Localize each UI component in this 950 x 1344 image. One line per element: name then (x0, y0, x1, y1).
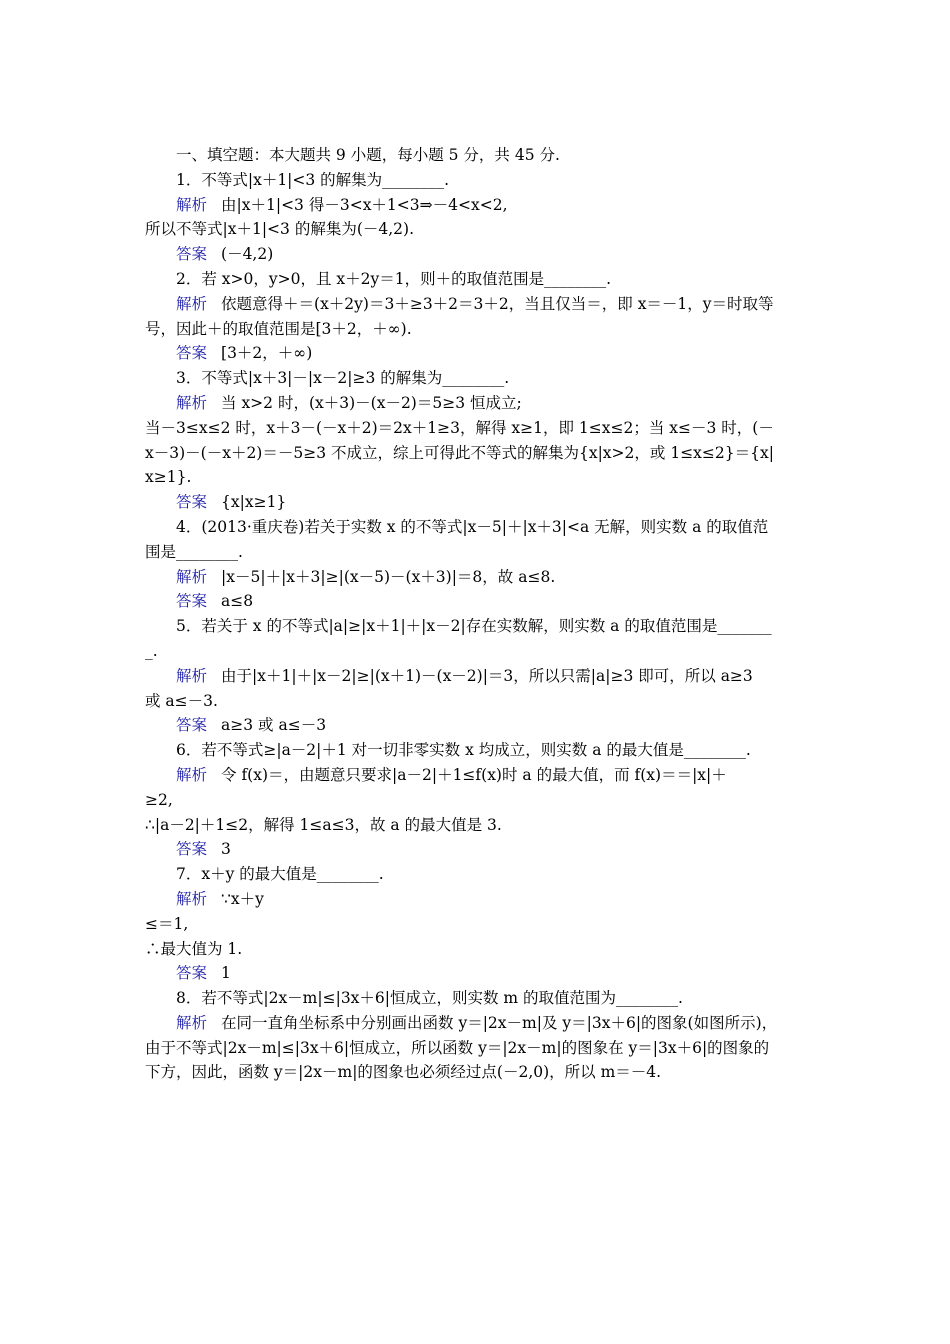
solution-label: 解析 (176, 1013, 208, 1032)
question-8: 8．若不等式|2x－m|≤|3x＋6|恒成立，则实数 m 的取值范围为________. (176, 989, 683, 1008)
answer-7: 答案 1 (176, 964, 231, 983)
question-7: 7．x＋y 的最大值是________. (176, 865, 384, 884)
solution-3-line-4: x≥1}. (145, 468, 192, 487)
solution-5-line-2: 或 a≤－3. (145, 691, 218, 710)
solution-label: 解析 (176, 294, 208, 313)
answer-label: 答案 (176, 344, 208, 363)
document-page (145, 143, 815, 1085)
solution-label: 解析 (176, 889, 208, 908)
solution-3-line-1: 解析 当 x>2 时，(x＋3)－(x－2)＝5≥3 恒成立; (176, 393, 522, 412)
solution-7-line-2: ≤＝1, (145, 914, 189, 933)
question-2: 2．若 x>0，y>0，且 x＋2y＝1，则＋的取值范围是________. (176, 269, 612, 288)
solution-3-line-3: x－3)－(－x＋2)＝－5≥3 不成立，综上可得此不等式的解集为{x|x>2，或 1≤x≤2}＝{x| (145, 443, 774, 462)
solution-6-line-3: ∴|a－2|＋1≤2，解得 1≤a≤3，故 a 的最大值是 3. (145, 815, 502, 834)
solution-8-line-3: 下方，因此，函数 y＝|2x－m|的图象也必须经过点(－2,0)，所以 m＝－4. (145, 1063, 662, 1082)
solution-7-line-3: ∴最大值为 1. (145, 939, 243, 958)
answer-label: 答案 (176, 840, 208, 859)
answer-label: 答案 (176, 245, 208, 264)
question-4-line-1: 4．(2013·重庆卷)若关于实数 x 的不等式|x－5|＋|x＋3|<a 无解，则实数 a 的取值范 (176, 517, 769, 536)
answer-3: 答案 {x|x≥1} (176, 493, 287, 512)
question-5-line-1: 5．若关于 x 的不等式|a|≥|x＋1|＋|x－2|存在实数解，则实数 a 的取值范围是_______ (176, 617, 772, 636)
solution-6-line-2: ≥2, (145, 790, 173, 809)
question-6: 6．若不等式≥|a－2|＋1 对一切非零实数 x 均成立，则实数 a 的最大值是________. (176, 741, 751, 760)
solution-2-line-1: 解析 依题意得＋＝(x＋2y)＝3＋≥3＋2＝3＋2，当且仅当＝，即 x＝－1，y＝时取等 (176, 294, 774, 313)
answer-2: 答案 [3＋2，＋∞) (176, 344, 313, 363)
answer-4: 答案 a≤8 (176, 592, 254, 611)
solution-1-line-2: 所以不等式|x＋1|<3 的解集为(－4,2). (145, 220, 414, 239)
solution-1-line-1: 解析 由|x＋1|<3 得－3<x＋1<3⇒－4<x<2, (176, 195, 508, 214)
solution-label: 解析 (176, 195, 208, 214)
solution-label: 解析 (176, 666, 208, 685)
solution-7-line-1: 解析 ∵x＋y (176, 889, 264, 908)
solution-5-line-1: 解析 由于|x＋1|＋|x－2|≥|(x＋1)－(x－2)|＝3，所以只需|a|≥3 即可，所以 a≥3 (176, 666, 753, 685)
question-3: 3．不等式|x＋3|－|x－2|≥3 的解集为________. (176, 369, 510, 388)
solution-3-line-2: 当－3≤x≤2 时，x＋3－(－x＋2)＝2x＋1≥3，解得 x≥1，即 1≤x≤2；当 x≤－3 时，(－ (145, 418, 774, 437)
solution-label: 解析 (176, 393, 208, 412)
solution-4-line-1: 解析 |x－5|＋|x＋3|≥|(x－5)－(x＋3)|＝8，故 a≤8. (176, 567, 556, 586)
solution-8-line-2: 由于不等式|2x－m|≤|3x＋6|恒成立，所以函数 y＝|2x－m|的图象在 y＝|3x＋6|的图象的 (145, 1038, 770, 1057)
solution-8-line-1: 解析 在同一直角坐标系中分别画出函数 y＝|2x－m|及 y＝|3x＋6|的图象(如图所示)， (176, 1013, 778, 1032)
question-5-line-2: _. (145, 641, 158, 660)
answer-5: 答案 a≥3 或 a≤－3 (176, 716, 327, 735)
answer-label: 答案 (176, 493, 208, 512)
answer-label: 答案 (176, 592, 208, 611)
answer-label: 答案 (176, 716, 208, 735)
question-1: 1．不等式|x＋1|<3 的解集为________. (176, 170, 450, 189)
question-4-line-2: 围是________. (145, 542, 243, 561)
answer-1: 答案 (－4,2) (176, 245, 274, 264)
solution-label: 解析 (176, 567, 208, 586)
answer-label: 答案 (176, 964, 208, 983)
solution-2-line-2: 号，因此＋的取值范围是[3＋2，＋∞). (145, 319, 412, 338)
answer-6: 答案 3 (176, 840, 231, 859)
solution-6-line-1: 解析 令 f(x)＝，由题意只要求|a－2|＋1≤f(x)时 a 的最大值，而 f(x)＝＝|x|＋ (176, 765, 727, 784)
section-header: 一、填空题：本大题共 9 小题，每小题 5 分，共 45 分. (176, 146, 560, 164)
solution-label: 解析 (176, 765, 208, 784)
